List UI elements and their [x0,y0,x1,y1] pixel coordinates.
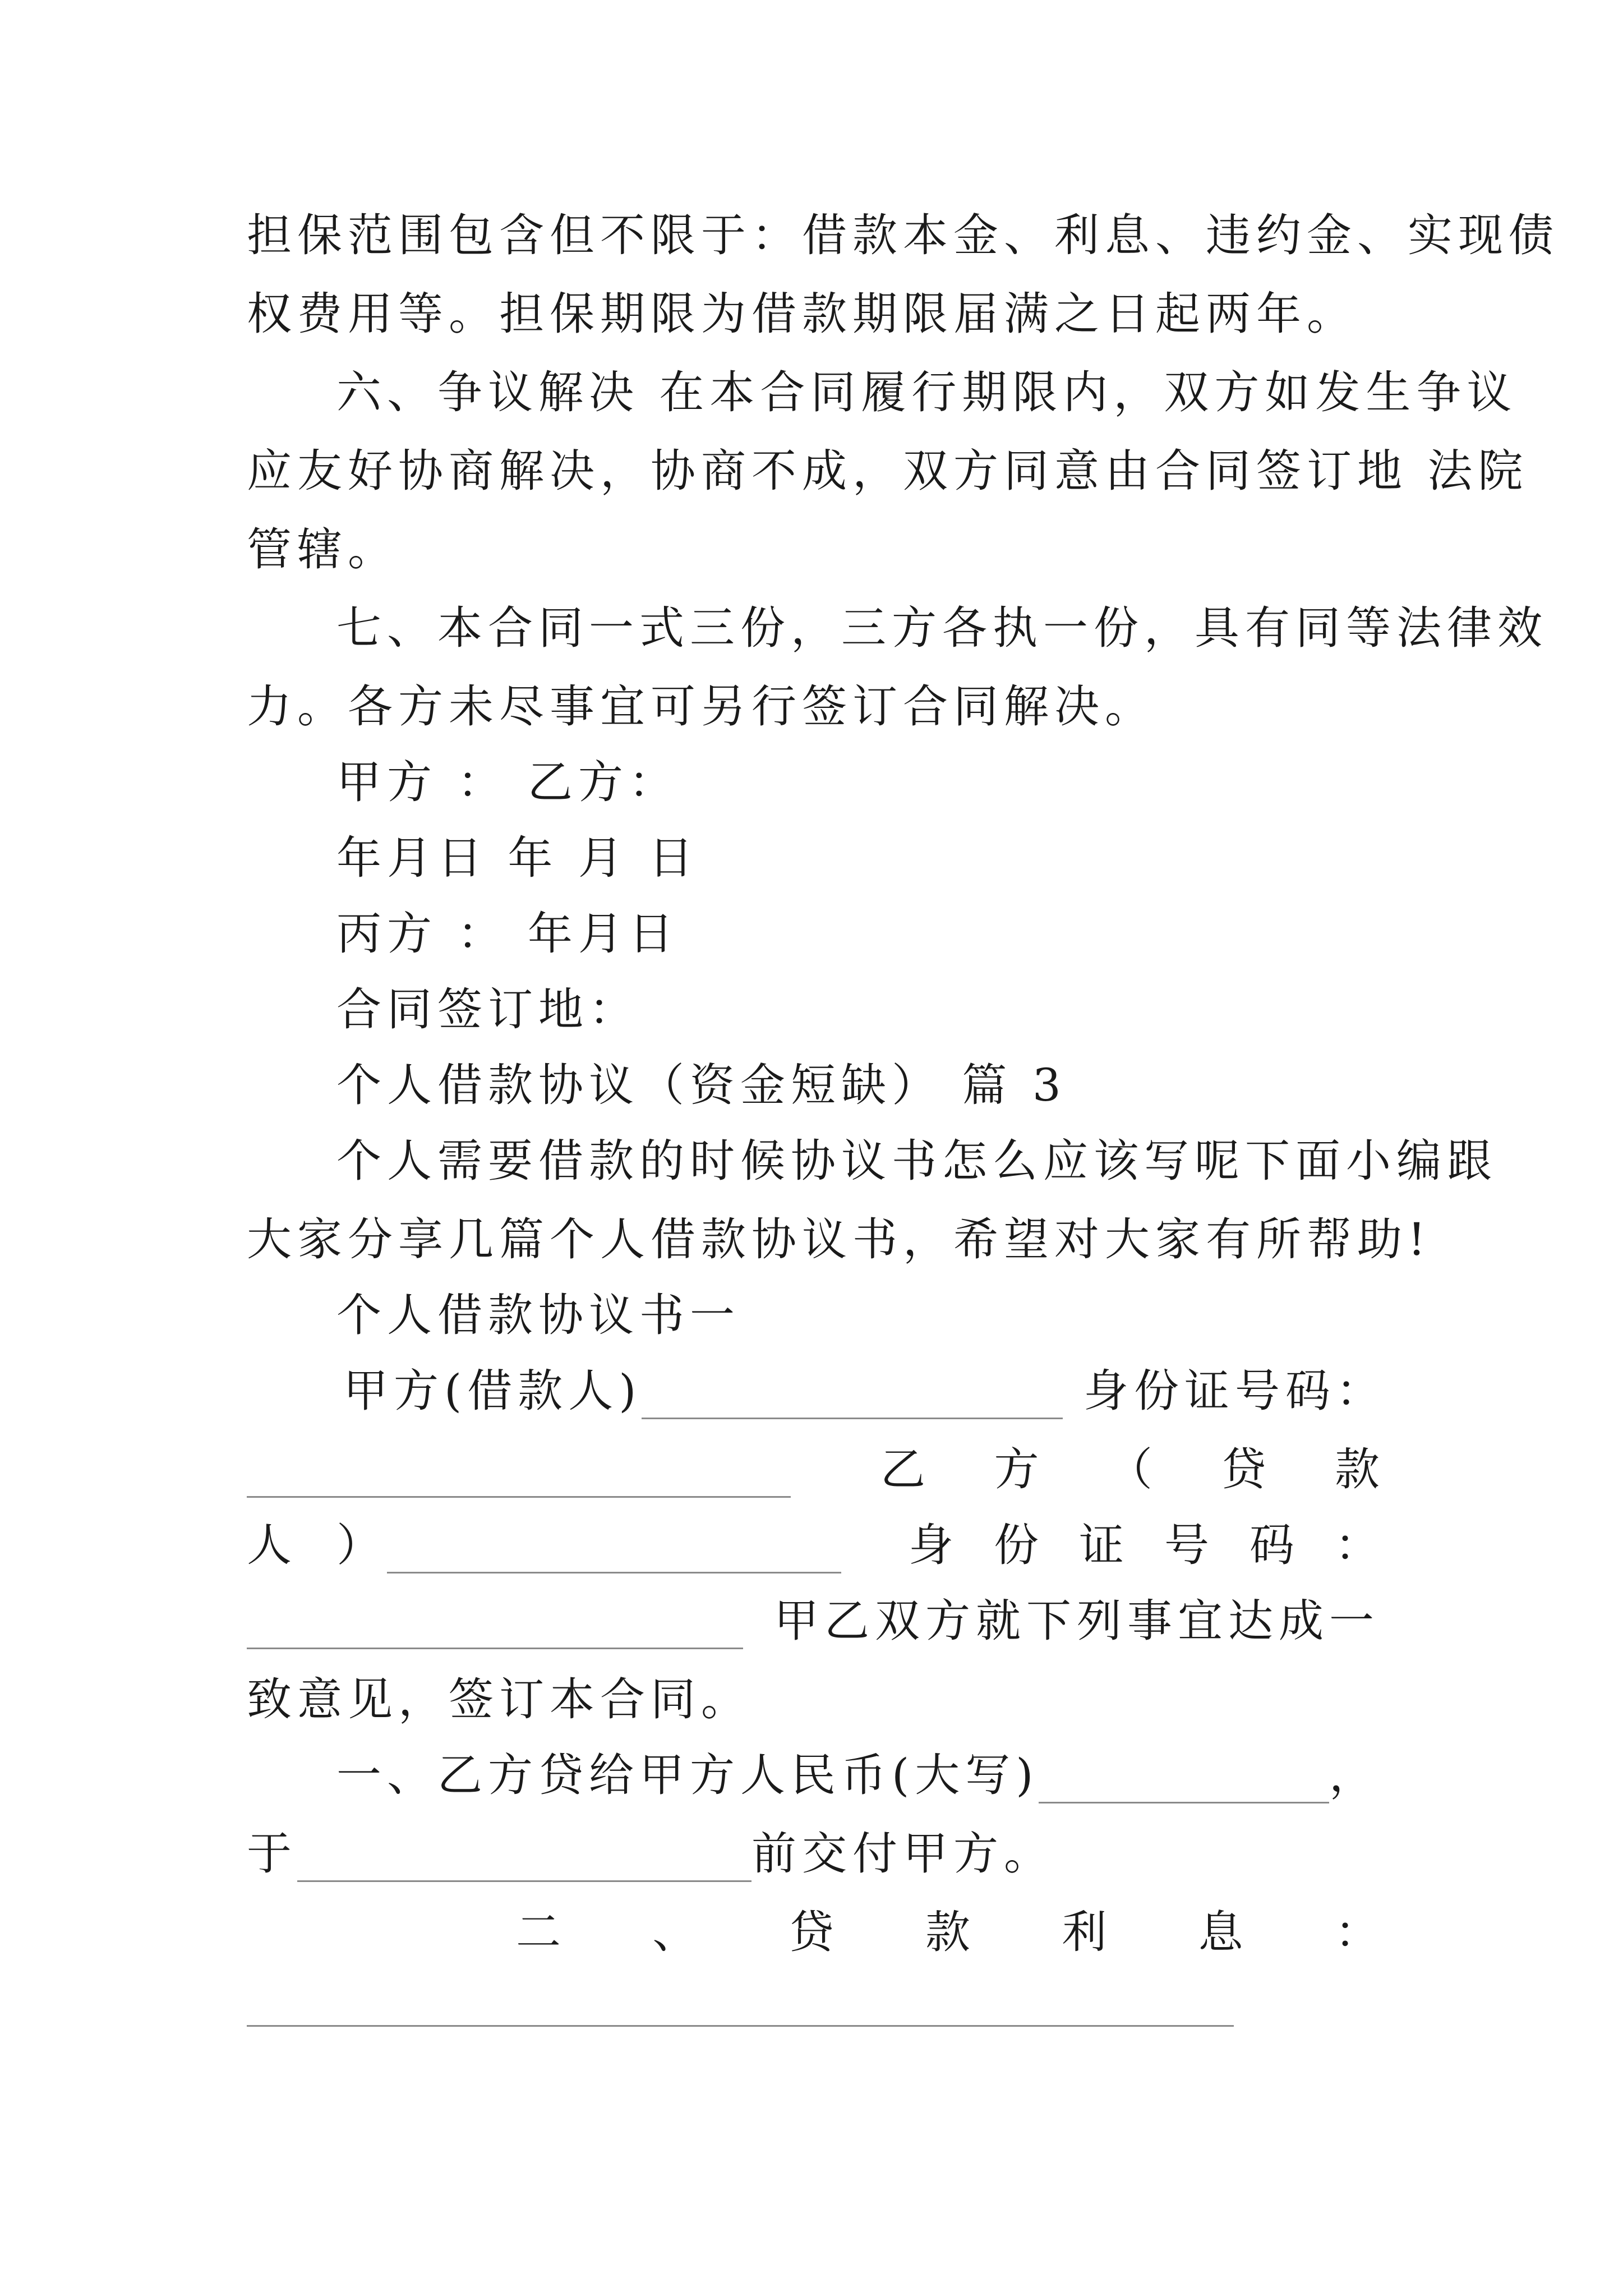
clause-1-suffix: 前交付甲方。 [751,1828,1054,1880]
party-a-id-blank[interactable] [247,1456,791,1498]
clause-2-char: 利 [1062,1906,1107,1958]
party-a-row [343,1363,1386,1419]
party-a-id-label: 身份证号码： [1083,1365,1386,1417]
agreement-row-1 [247,1593,1380,1649]
paragraph-copies-line-1: 七、本合同一式三份，三方各执一份，具有同等法律效 [336,602,1548,654]
party-b-char: （ [1108,1443,1152,1496]
delivery-date-blank[interactable] [297,1840,751,1882]
party-b-char: 方 [994,1443,1039,1496]
clause-2-char: 贷 [789,1906,834,1958]
clause-1-prefix: 于 [247,1828,297,1880]
party-b-char: ） [336,1519,387,1571]
clause-1-comma: ， [1329,1749,1380,1801]
agreement-title: 个人借款协议书一 [336,1289,740,1341]
signature-party-c: 丙方 ： 年月日 [336,908,679,960]
party-b-char: 乙 [880,1443,925,1496]
id-label-char: 码 [1249,1519,1294,1571]
clause-2-char: 二 [516,1906,561,1958]
paragraph-guarantee-line-1: 担保范围包含但不限于：借款本金、利息、违约金、实现债 [247,209,1559,261]
clause-2-char: 息 [1198,1906,1243,1958]
party-b-char: 款 [1335,1443,1380,1496]
party-b-row-1 [247,1442,1380,1498]
clause-1-row-2 [247,1826,1380,1882]
party-b-name-blank[interactable] [387,1531,841,1573]
signature-parties-a-b: 甲方 ： 乙方： [336,756,679,808]
id-label-char: 身 [909,1519,953,1571]
party-b-label-spread [880,1442,1380,1498]
clause-1-text: 一、乙方贷给甲方人民币(大写) [336,1749,1039,1801]
paragraph-guarantee-line-2: 权费用等。担保期限为借款期限届满之日起两年。 [247,288,1357,340]
intro-line-1: 个人需要借款的时候协议书怎么应该写呢下面小编跟 [336,1135,1497,1187]
paragraph-copies-line-2: 力。各方未尽事宜可另行签订合同解决。 [247,680,1155,733]
id-label-char: 份 [994,1519,1039,1571]
signature-dates: 年月日 年 月 日 [336,832,699,884]
party-b-char: 人 [247,1519,297,1571]
party-a-name-blank[interactable] [642,1377,1062,1419]
party-b-row-2 [247,1517,1380,1573]
party-a-label: 甲方(借款人) [343,1365,642,1417]
interest-blank[interactable] [247,2025,1234,2027]
signature-place: 合同签订地： [336,983,639,1036]
agreement-text-tail: 甲乙双方就下列事宜达成一 [774,1595,1380,1647]
party-b-id-blank[interactable] [247,1607,743,1649]
clause-1-row-1 [336,1747,1380,1803]
party-b-char: 贷 [1221,1443,1266,1496]
paragraph-dispute-line-3: 管辖。 [247,523,398,576]
paragraph-dispute-line-2: 应友好协商解决，协商不成，双方同意由合同签订地 法院 [247,445,1529,497]
clause-2-char: 款 [925,1906,970,1958]
clause-2-char: 、 [652,1906,698,1958]
loan-amount-blank[interactable] [1039,1761,1329,1803]
id-label-char: ： [1335,1519,1380,1571]
id-label-char: 证 [1079,1519,1124,1571]
agreement-row-2: 致意见，签订本合同。 [247,1673,751,1726]
section-heading-3: 个人借款协议（资金短缺） 篇 3 [336,1059,1067,1111]
party-b-id-label-spread [909,1517,1380,1573]
clause-2-char: ： [1334,1906,1380,1958]
clause-2-label [516,1904,1380,1961]
id-label-char: 号 [1164,1519,1209,1571]
paragraph-dispute-line-1: 六、争议解决 在本合同履行期限内，双方如发生争议 [336,366,1518,418]
intro-line-2: 大家分享几篇个人借款协议书，希望对大家有所帮助! [247,1213,1432,1266]
